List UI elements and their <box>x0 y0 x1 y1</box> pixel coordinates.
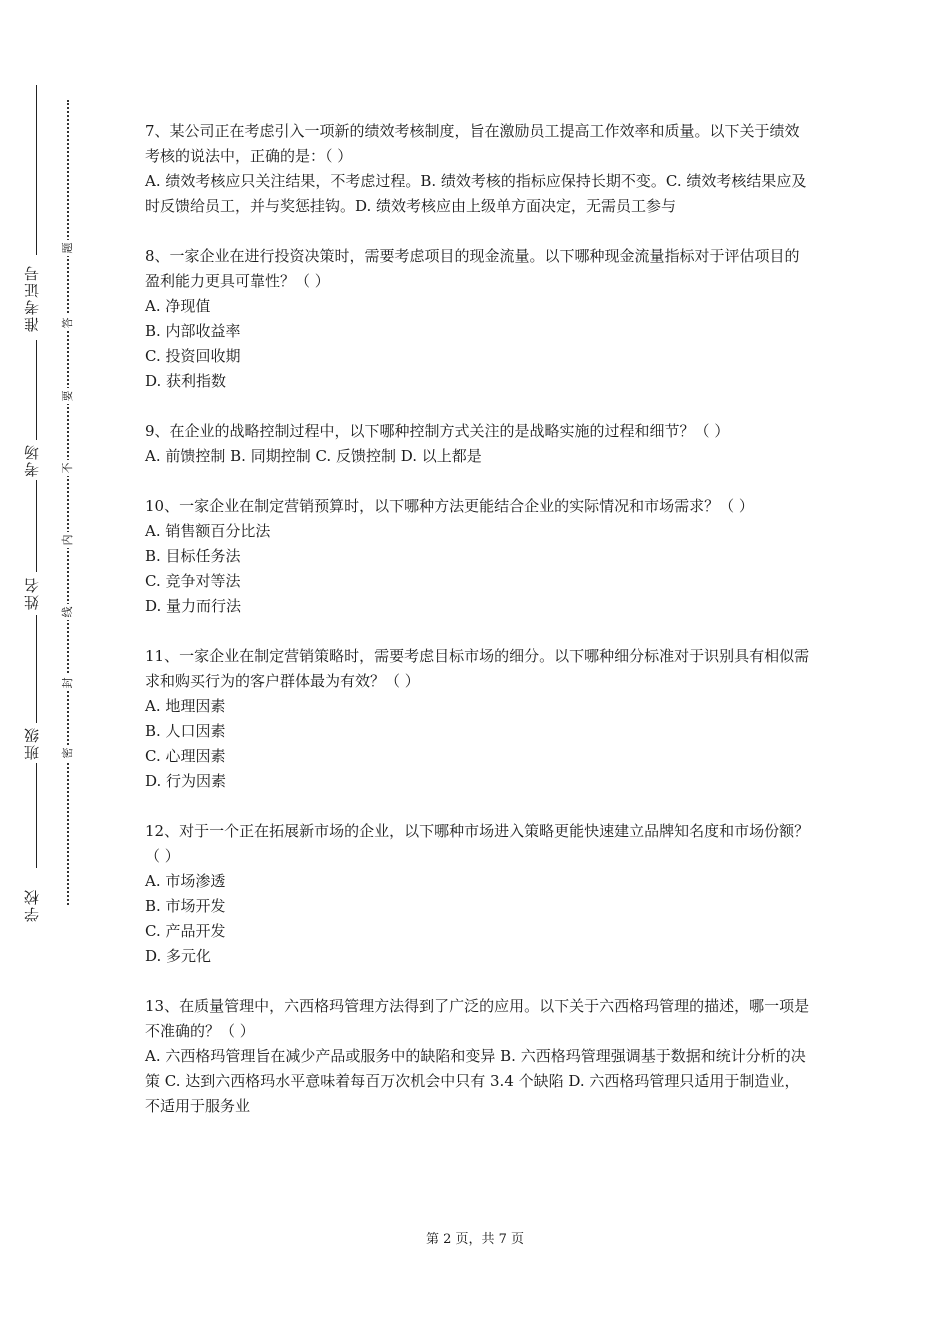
name-label: 姓名 <box>23 576 41 610</box>
question-13 <box>145 994 810 1119</box>
option-c: C. 产品开发 <box>145 922 226 940</box>
question-list <box>145 119 810 1144</box>
question-options: A. 前馈控制 B. 同期控制 C. 反馈控制 D. 以上都是 <box>145 447 482 465</box>
option-d: D. 获利指数 <box>145 372 227 390</box>
question-7 <box>145 119 810 219</box>
question-stem: 8、一家企业在进行投资决策时，需要考虑项目的现金流量。以下哪种现金流量指标对于评估项目的盈利能力更具可靠性？（ ） <box>145 247 800 290</box>
option-d: D. 行为因素 <box>145 772 227 790</box>
question-9 <box>145 419 810 469</box>
question-options: A. 六西格玛管理旨在减少产品或服务中的缺陷和变异 B. 六西格玛管理强调基于数据和统计分析的决策 C. 达到六西格玛水平意味着每百万次机会中只有 3.4 个缺陷 D. 六西格玛管理只适用于制造业，不适用于服务业 <box>145 1047 806 1115</box>
seal-char: 题 <box>60 240 76 256</box>
exam-room-field-line <box>36 340 37 440</box>
option-c: C. 竞争对等法 <box>145 572 241 590</box>
option-d: D. 多元化 <box>145 947 212 965</box>
binding-margin <box>0 0 110 1344</box>
seal-char: 密 <box>60 745 76 761</box>
option-c: C. 投资回收期 <box>145 347 241 365</box>
option-b: B. 市场开发 <box>145 897 226 915</box>
option-b: B. 内部收益率 <box>145 322 241 340</box>
question-8 <box>145 244 810 394</box>
class-field-line <box>36 615 37 723</box>
school-label: 学校 <box>23 888 41 922</box>
option-b: B. 人口因素 <box>145 722 226 740</box>
question-stem: 12、对于一个正在拓展新市场的企业，以下哪种市场进入策略更能快速建立品牌知名度和市场份额？（ ） <box>145 822 810 865</box>
exam-room-label: 考场 <box>23 443 41 477</box>
option-a: A. 地理因素 <box>145 697 226 715</box>
option-a: A. 市场渗透 <box>145 872 226 890</box>
seal-char: 内 <box>60 532 76 548</box>
question-10 <box>145 494 810 619</box>
question-stem: 10、一家企业在制定营销预算时，以下哪种方法更能结合企业的实际情况和市场需求？（ ） <box>145 497 754 515</box>
option-b: B. 目标任务法 <box>145 547 241 565</box>
name-field-line <box>36 480 37 572</box>
question-stem: 11、一家企业在制定营销策略时，需要考虑目标市场的细分。以下哪种细分标准对于识别具有相似需求和购买行为的客户群体最为有效？（ ） <box>145 647 810 690</box>
question-12 <box>145 819 810 969</box>
class-label: 班级 <box>23 726 41 760</box>
option-a: A. 销售额百分比法 <box>145 522 271 540</box>
option-d: D. 量力而行法 <box>145 597 242 615</box>
question-options: A. 绩效考核应只关注结果，不考虑过程。B. 绩效考核的指标应保持长期不变。C. 绩效考核结果应及时反馈给员工，并与奖惩挂钩。D. 绩效考核应由上级单方面决定，无需员工参与 <box>145 172 807 215</box>
page-number: 第 2 页，共 7 页 <box>425 1232 525 1247</box>
seal-char: 不 <box>60 460 76 476</box>
school-field-line <box>36 763 37 868</box>
exam-no-field-line <box>36 85 37 255</box>
question-11 <box>145 644 810 794</box>
option-c: C. 心理因素 <box>145 747 226 765</box>
option-a: A. 净现值 <box>145 297 211 315</box>
seal-char: 答 <box>60 315 76 331</box>
question-stem: 7、某公司正在考虑引入一项新的绩效考核制度，旨在激励员工提高工作效率和质量。以下关于绩效考核的说法中，正确的是：（ ） <box>145 122 800 165</box>
exam-no-label: 准考证号 <box>23 264 41 332</box>
question-stem: 9、在企业的战略控制过程中，以下哪种控制方式关注的是战略实施的过程和细节？（ ） <box>145 422 730 440</box>
seal-char: 封 <box>60 675 76 691</box>
seal-char: 要 <box>60 388 76 404</box>
question-stem: 13、在质量管理中，六西格玛管理方法得到了广泛的应用。以下关于六西格玛管理的描述，哪一项是不准确的？（ ） <box>145 997 810 1040</box>
seal-char: 线 <box>60 604 76 620</box>
seal-dotted-line <box>67 100 69 905</box>
